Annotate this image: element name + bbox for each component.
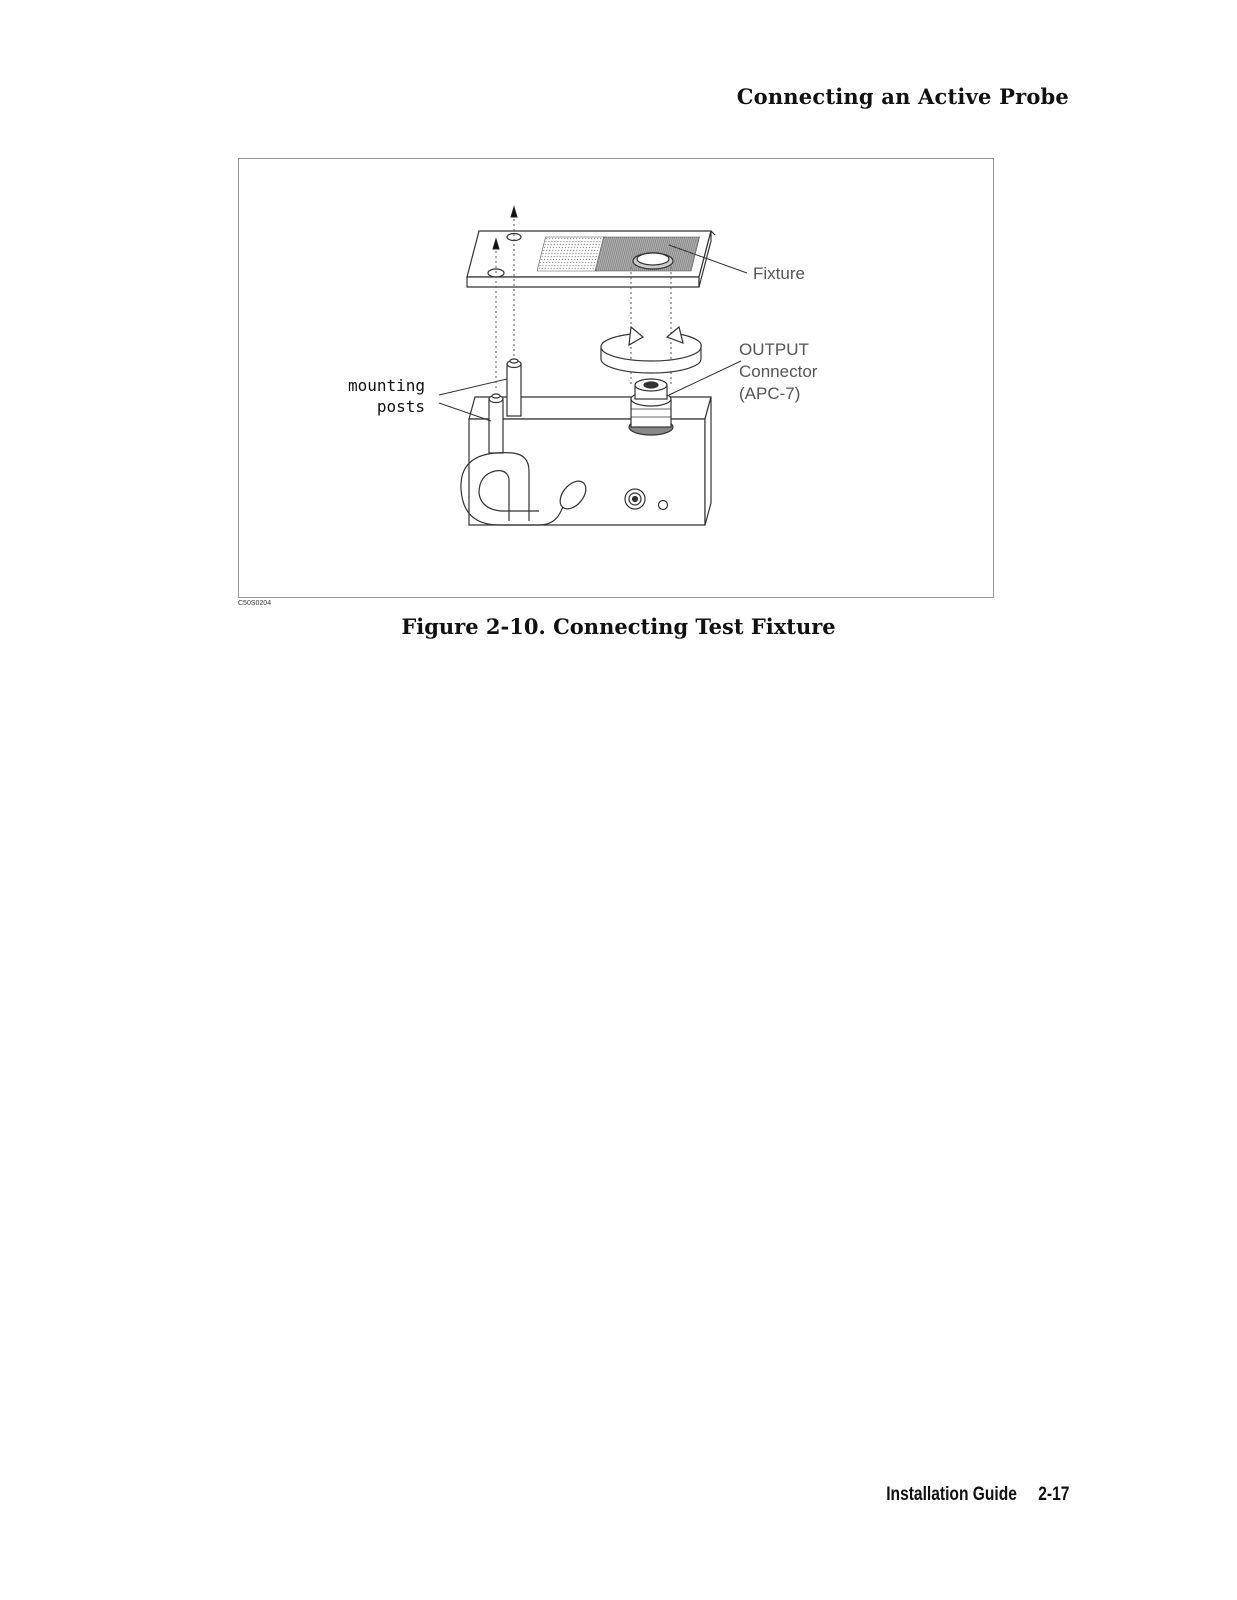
figure-caption: Figure 2-10. Connecting Test Fixture xyxy=(401,614,836,639)
figure-frame xyxy=(238,158,994,598)
rotation-arrow xyxy=(601,327,701,373)
label-output-line1: OUTPUT xyxy=(739,340,809,359)
label-mounting-line2: posts xyxy=(376,397,425,416)
page-footer xyxy=(886,1484,1069,1506)
label-output-line2: Connector xyxy=(739,362,818,381)
fixture-plate xyxy=(467,231,715,287)
footer-guide-title: Installation Guide xyxy=(885,1484,1017,1505)
label-mounting-line1: mounting xyxy=(347,376,425,395)
label-fixture: Fixture xyxy=(753,264,805,283)
page-header-title: Connecting an Active Probe xyxy=(736,84,1069,109)
test-fixture-illustration xyxy=(239,159,995,599)
test-fixture-base xyxy=(469,397,711,525)
label-output-line3: (APC-7) xyxy=(739,384,801,403)
output-connector-apc7 xyxy=(629,379,673,435)
page-number: 2-17 xyxy=(1037,1484,1069,1505)
figure-id: C50S0204 xyxy=(238,600,272,607)
